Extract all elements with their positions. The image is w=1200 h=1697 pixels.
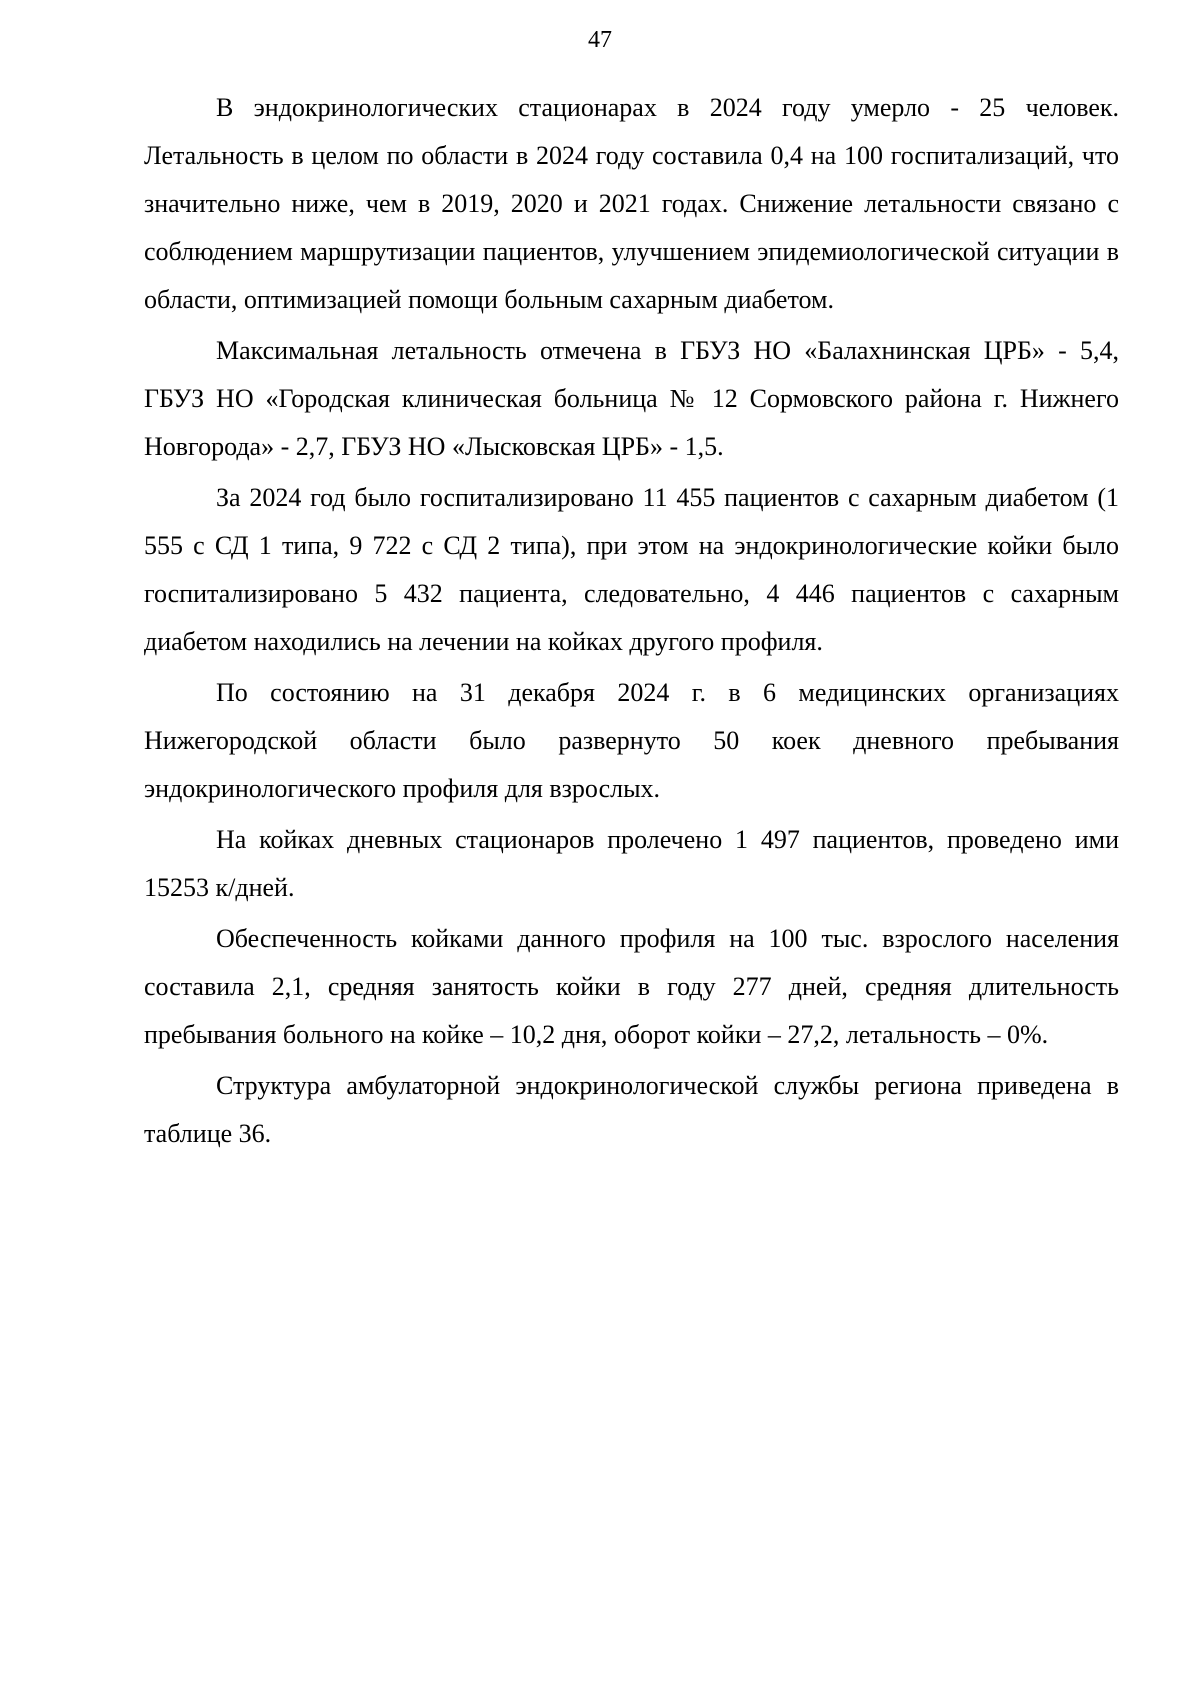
paragraph-day-patients: На койках дневных стационаров пролечено 1 497 пациентов, проведено ими 15253 к/дней. [144,825,1119,902]
paragraph-mortality-overview: В эндокринологических стационарах в 2024 году умерло - 25 человек. Летальность в целом по области в 2024 году составила 0,4 на 100 госпитализаций, что значительно ниже, чем в 2019, 2020 и 2021 годах. Снижение летальности связано с соблюдением маршрутизации пациентов, улучшением эпидемиологической ситуации в области, оптимизацией помощи больным сахарным диабетом. [144,93,1119,314]
paragraph-max-mortality: Максимальная летальность отмечена в ГБУЗ НО «Балахнинская ЦРБ» - 5,4, ГБУЗ НО «Городская клиническая больница № 12 Сормовского района г. Нижнего Новгорода» - 2,7, ГБУЗ НО «Лысковская ЦРБ» - 1,5. [144,336,1119,461]
page-number: 47 [588,27,612,53]
paragraph-day-beds: По состоянию на 31 декабря 2024 г. в 6 медицинских организациях Нижегородской области было развернуто 50 коек дневного пребывания эндокринологического профиля для взрослых. [144,678,1119,803]
paragraph-outpatient-structure: Структура амбулаторной эндокринологической службы региона приведена в таблице 36. [144,1071,1119,1148]
paragraph-hospitalizations: За 2024 год было госпитализировано 11 455 пациентов с сахарным диабетом (1 555 с СД 1 типа, 9 722 с СД 2 типа), при этом на эндокринологические койки было госпитализировано 5 432 пациента, следовательно, 4 446 пациентов с сахарным диабетом находились на лечении на койках другого профиля. [144,483,1119,656]
paragraph-bed-indicators: Обеспеченность койками данного профиля на 100 тыс. взрослого населения составила 2,1, средняя занятость койки в году 277 дней, средняя длительность пребывания больного на койке – 10,2 дня, оборот койки – 27,2, летальность – 0%. [144,924,1119,1049]
body-text [144,84,1119,1161]
